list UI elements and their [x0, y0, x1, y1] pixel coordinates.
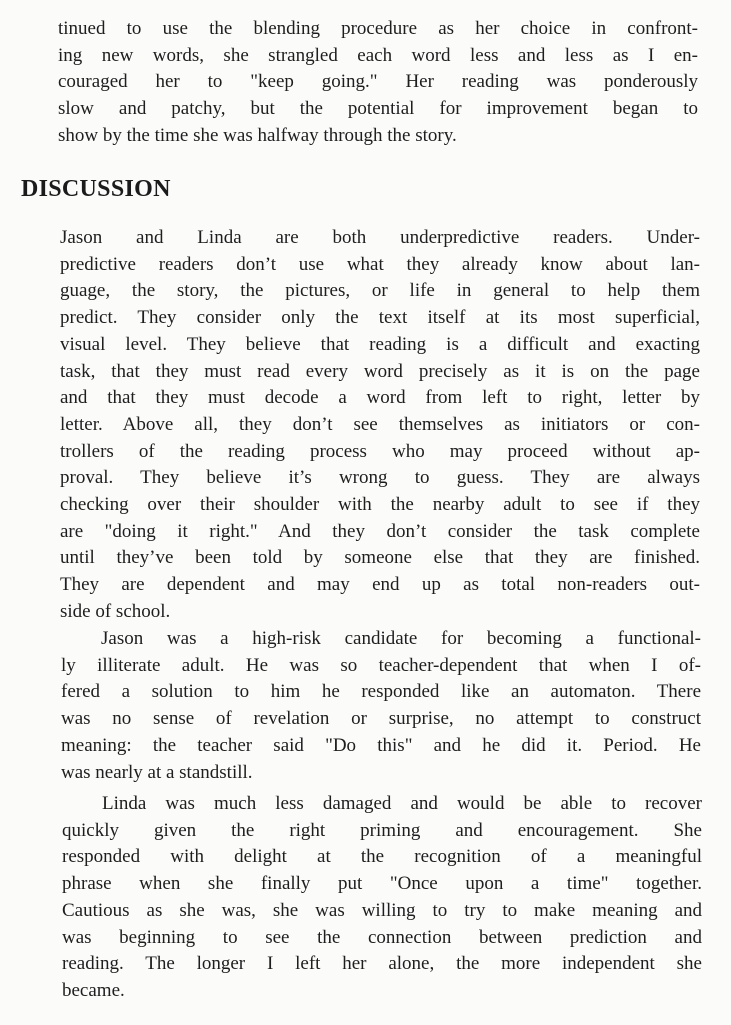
discussion-paragraph-2 [61, 626, 701, 786]
text-line: and that they must decode a word from left to right, letter by [60, 387, 700, 409]
text-line: was nearly at a standstill. [61, 761, 253, 783]
text-line: guage, the story, the pictures, or life in general to help them [60, 280, 700, 302]
text-line: predict. They consider only the text itself at its most superficial, [60, 307, 700, 329]
text-line: show by the time she was halfway through the story. [58, 124, 457, 146]
text-line: side of school. [60, 600, 171, 622]
text-line: until they’ve been told by someone else that they are finished. [60, 547, 700, 569]
text-line: was beginning to see the connection between prediction and [62, 926, 702, 948]
text-line: proval. They believe it’s wrong to guess. They are always [60, 467, 700, 489]
text-line: reading. The longer I left her alone, the more independent she [62, 953, 702, 975]
text-line: trollers of the reading process who may proceed without ap- [60, 440, 700, 462]
text-line: visual level. They believe that reading is a difficult and exacting [60, 333, 700, 355]
discussion-paragraph-3 [62, 791, 702, 1005]
text-line: They are dependent and may end up as total non-readers out- [60, 574, 700, 596]
text-line: are "doing it right." And they don’t consider the task complete [60, 520, 700, 542]
text-line: meaning: the teacher said "Do this" and he did it. Period. He [61, 734, 701, 756]
text-line: Jason and Linda are both underpredictive readers. Under- [60, 227, 700, 248]
text-line: tinued to use the blending procedure as her choice in confront- [58, 18, 698, 39]
text-line: slow and patchy, but the potential for improvement began to [58, 98, 698, 120]
text-line: ing new words, she strangled each word less and less as I en- [58, 44, 698, 66]
text-line: Jason was a high-risk candidate for becoming a functional- [101, 628, 701, 649]
section-heading: DISCUSSION [21, 176, 171, 202]
text-line: task, that they must read every word precisely as it is on the page [60, 360, 700, 382]
text-line: responded with delight at the recognition of a meaningful [62, 846, 702, 868]
text-line: quickly given the right priming and encouragement. She [62, 819, 702, 841]
text-line: couraged her to "keep going." Her reading was ponderously [58, 71, 698, 93]
text-line: ly illiterate adult. He was so teacher-dependent that when I of- [61, 654, 701, 676]
text-line: checking over their shoulder with the nearby adult to see if they [60, 494, 700, 516]
text-line: fered a solution to him he responded like an automaton. There [61, 681, 701, 703]
text-line: was no sense of revelation or surprise, no attempt to construct [61, 708, 701, 730]
text-line: Cautious as she was, she was willing to try to make meaning and [62, 899, 702, 921]
text-line: became. [62, 979, 125, 1001]
discussion-paragraph-1 [60, 225, 700, 626]
intro-paragraph [58, 16, 698, 150]
text-line: predictive readers don’t use what they already know about lan- [60, 253, 700, 275]
text-line: letter. Above all, they don’t see themselves as initiators or con- [60, 413, 700, 435]
text-line: Linda was much less damaged and would be able to recover [102, 793, 702, 814]
text-line: phrase when she finally put "Once upon a time" together. [62, 873, 702, 895]
